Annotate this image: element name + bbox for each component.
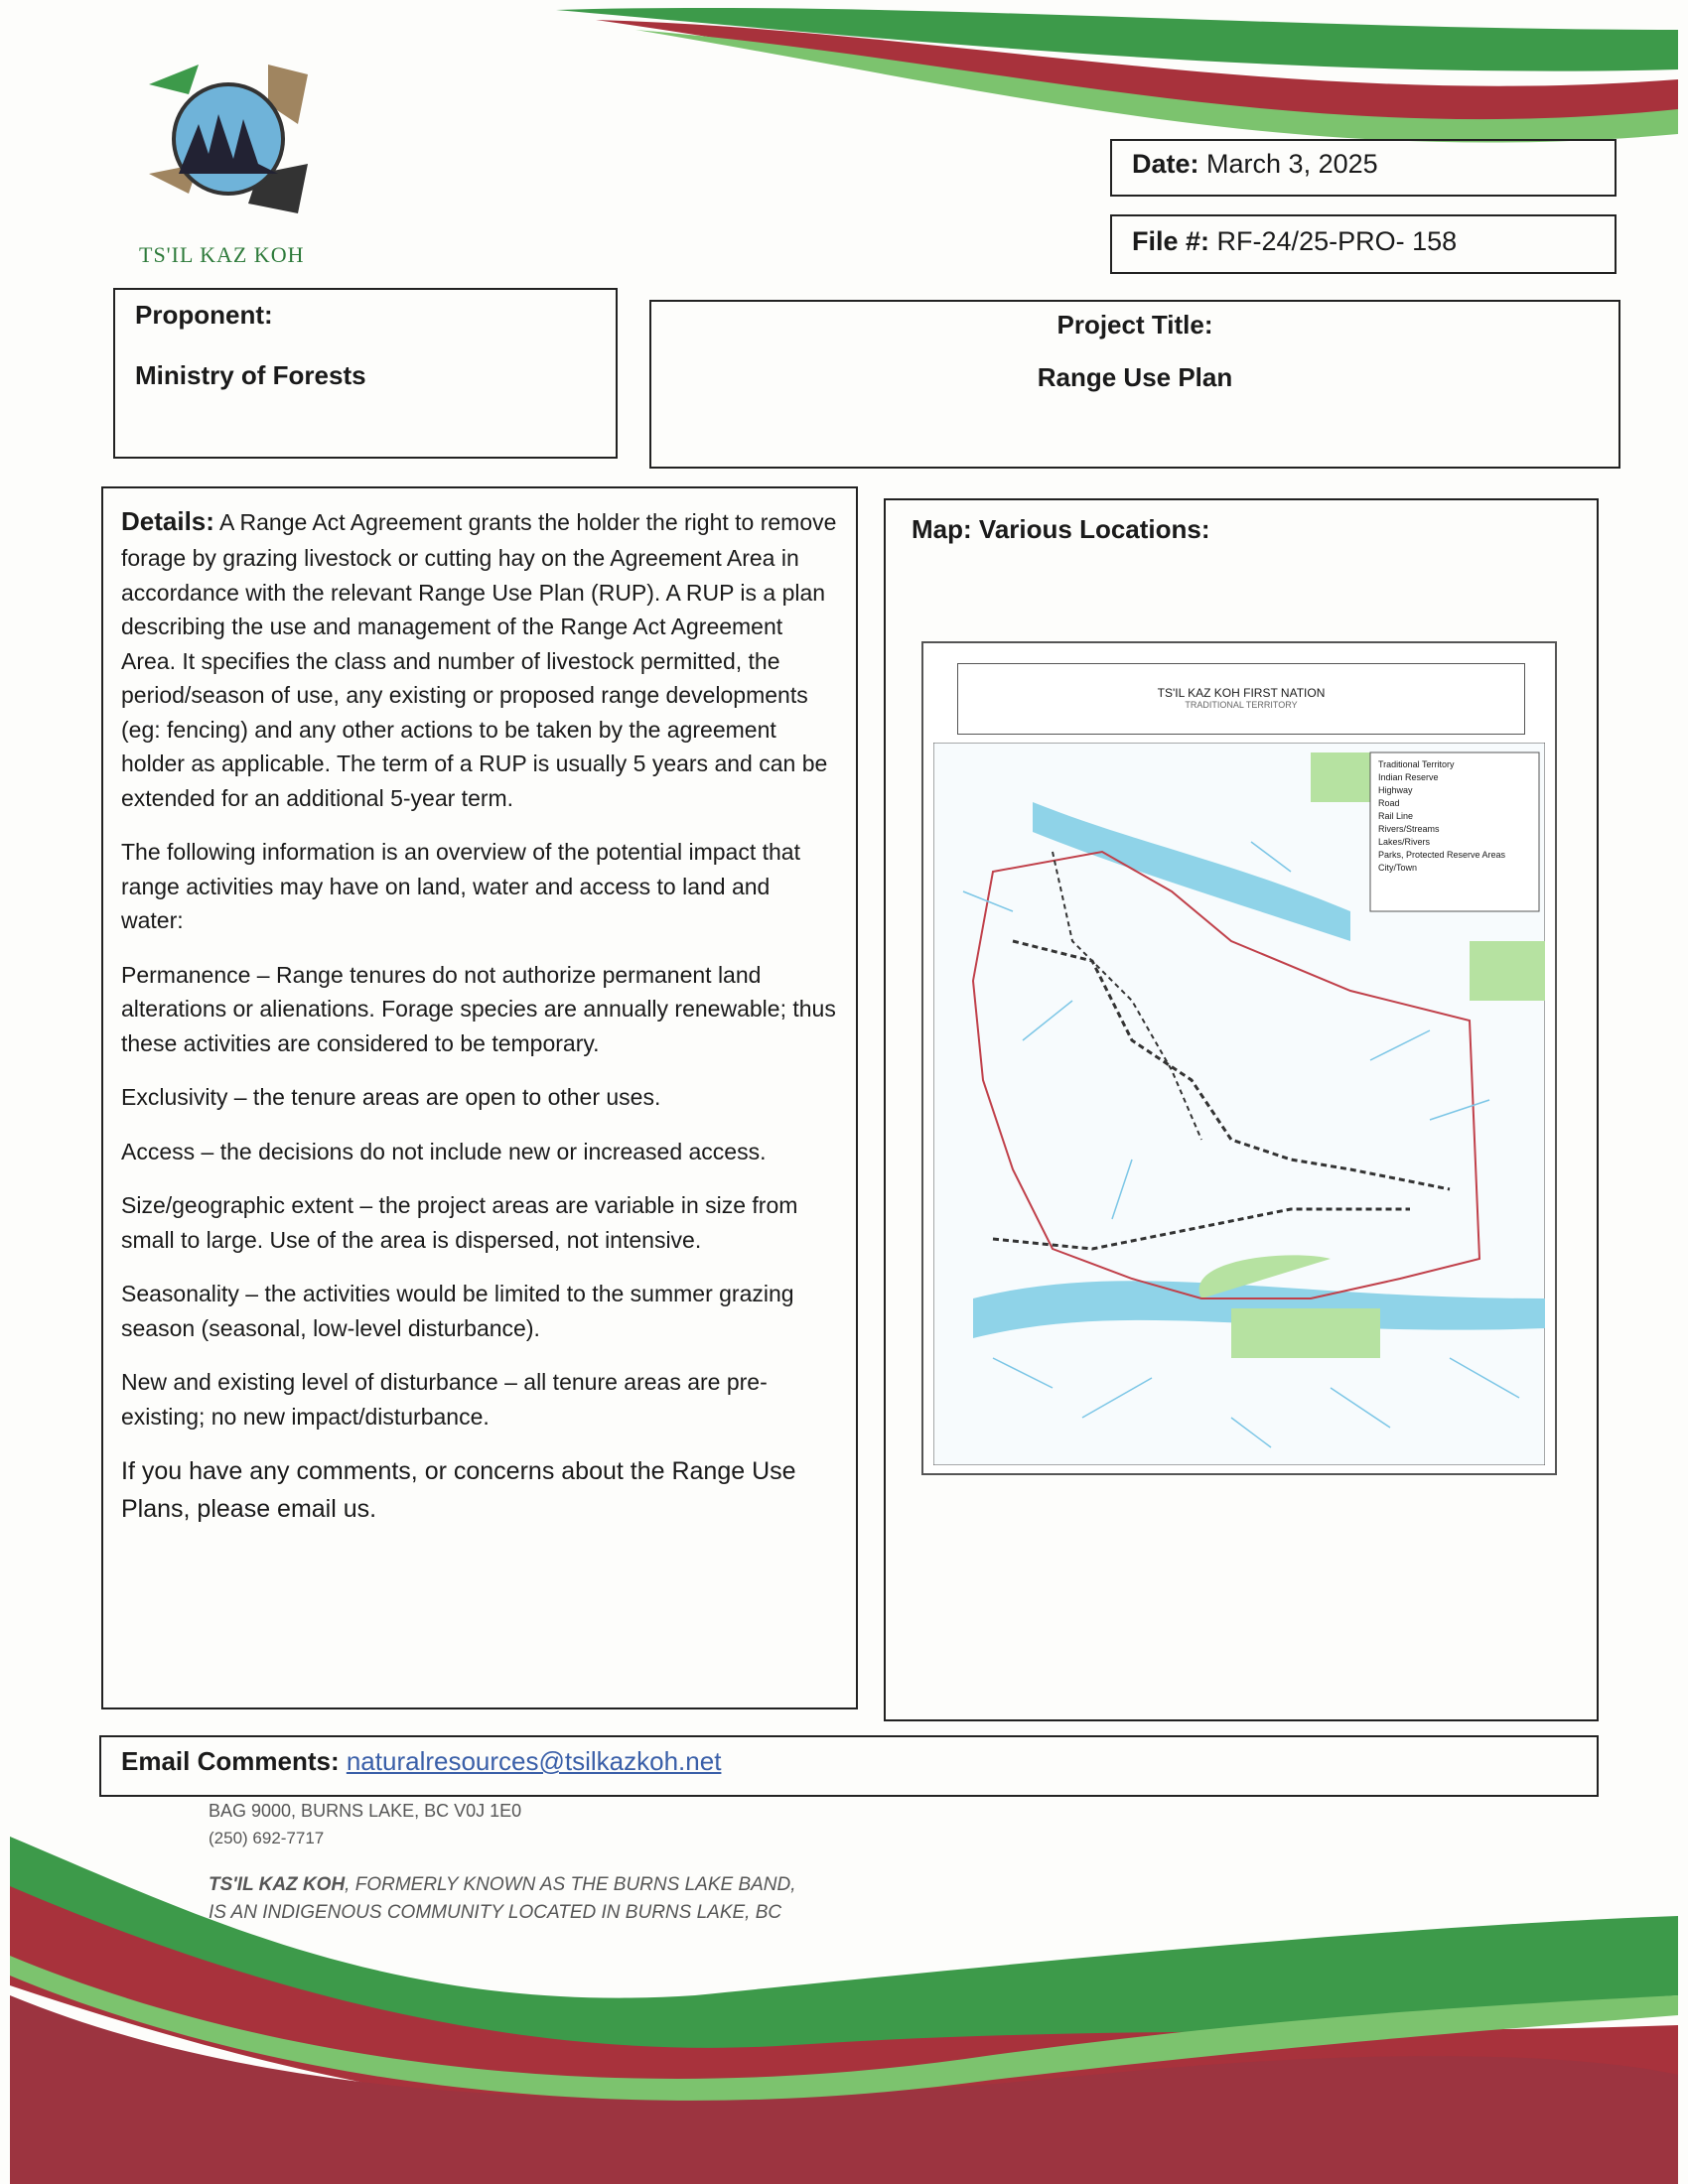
file-label: File #:: [1132, 226, 1210, 256]
date-label: Date:: [1132, 149, 1199, 179]
file-value: RF-24/25-PRO- 158: [1216, 226, 1458, 256]
footer-tagline-rest: , FORMERLY KNOWN AS THE BURNS LAKE BAND,: [345, 1874, 796, 1895]
map-value: Various Locations:: [978, 514, 1210, 544]
map-title-box: [957, 663, 1525, 735]
date-value: March 3, 2025: [1206, 149, 1378, 179]
map-figure: [921, 641, 1557, 1475]
logo-emblem: [139, 45, 318, 223]
map-label: Map:: [912, 514, 972, 544]
logo: [139, 45, 318, 223]
details-box: [101, 486, 858, 1709]
proponent-value: Ministry of Forests: [135, 360, 366, 390]
details-intro: A Range Act Agreement grants the holder the right to remove forage by grazing livestock or cutting hay on the Agreement Area in accordance with the relevant Range Use Plan (RUP). A RUP is a plan describing the use and management of the Range Act Agreement Area. It specifies the class and number of livestock permitted, the period/season of use, any existing or proposed range developments (eg: fencing) and any other actions to be taken by the agreement holder as applicable. The term of a RUP is usually 5 years and can be extended for an additional 5-year term.: [121, 509, 837, 811]
map-box: [884, 498, 1599, 1721]
details-access: Access – the decisions do not include new or increased access.: [121, 1138, 767, 1164]
legend-item: Indian Reserve: [1378, 772, 1439, 782]
legend-item: City/Town: [1378, 863, 1418, 873]
legend-item: Lakes/Rivers: [1378, 837, 1431, 847]
project-title-label: Project Title:: [1056, 310, 1213, 340]
details-disturbance: New and existing level of disturbance – all tenure areas are pre-existing; no new impact/disturbance.: [121, 1369, 768, 1430]
footer-address: BAG 9000, BURNS LAKE, BC V0J 1E0: [209, 1801, 522, 1821]
details-permanence: Permanence – Range tenures do not authorize permanent land alterations or alienations. Forage species are annually renewable; thus these activities are considered to be temporary.: [121, 961, 836, 1056]
details-closing: If you have any comments, or concerns about the Range Use Plans, please email us.: [121, 1457, 796, 1523]
legend-item: Road: [1378, 798, 1400, 808]
map-title: TS'IL KAZ KOH FIRST NATION: [1157, 686, 1326, 700]
details-overview: The following information is an overview of the potential impact that range activities may have on land, water and access to land and water:: [121, 839, 800, 933]
footer-tagline-name: TS'IL KAZ KOH: [209, 1874, 346, 1895]
map-legend: [1378, 758, 1537, 875]
project-title-box: [649, 300, 1620, 469]
details-label: Details:: [121, 506, 214, 536]
email-comments-box: [99, 1735, 1599, 1797]
legend-item: Rail Line: [1378, 811, 1414, 821]
legend-item: Highway: [1378, 785, 1413, 795]
project-title-value: Range Use Plan: [1037, 362, 1233, 392]
details-exclusivity: Exclusivity – the tenure areas are open to other uses.: [121, 1084, 661, 1110]
email-label: Email Comments:: [121, 1746, 340, 1776]
legend-item: Traditional Territory: [1378, 759, 1455, 769]
footer-swoosh: [0, 1817, 1688, 2184]
footer-tagline-2: IS AN INDIGENOUS COMMUNITY LOCATED IN BURNS LAKE, BC: [209, 1902, 782, 1923]
file-number-field: [1110, 214, 1617, 274]
details-size: Size/geographic extent – the project areas are variable in size from small to large. Use of the area is dispersed, not intensive.: [121, 1192, 798, 1253]
details-seasonality: Seasonality – the activities would be limited to the summer grazing season (seasonal, low-level disturbance).: [121, 1281, 794, 1341]
email-link[interactable]: naturalresources@tsilkazkoh.net: [346, 1746, 722, 1776]
org-name: TS'IL KAZ KOH: [139, 242, 305, 267]
legend-item: Rivers/Streams: [1378, 824, 1440, 834]
proponent-box: [113, 288, 618, 459]
legend-item: Parks, Protected Reserve Areas: [1378, 850, 1506, 860]
date-field: [1110, 139, 1617, 197]
proponent-label: Proponent:: [135, 300, 273, 330]
footer-phone: (250) 692-7717: [209, 1829, 325, 1847]
map-subtitle: TRADITIONAL TERRITORY: [1185, 700, 1298, 710]
